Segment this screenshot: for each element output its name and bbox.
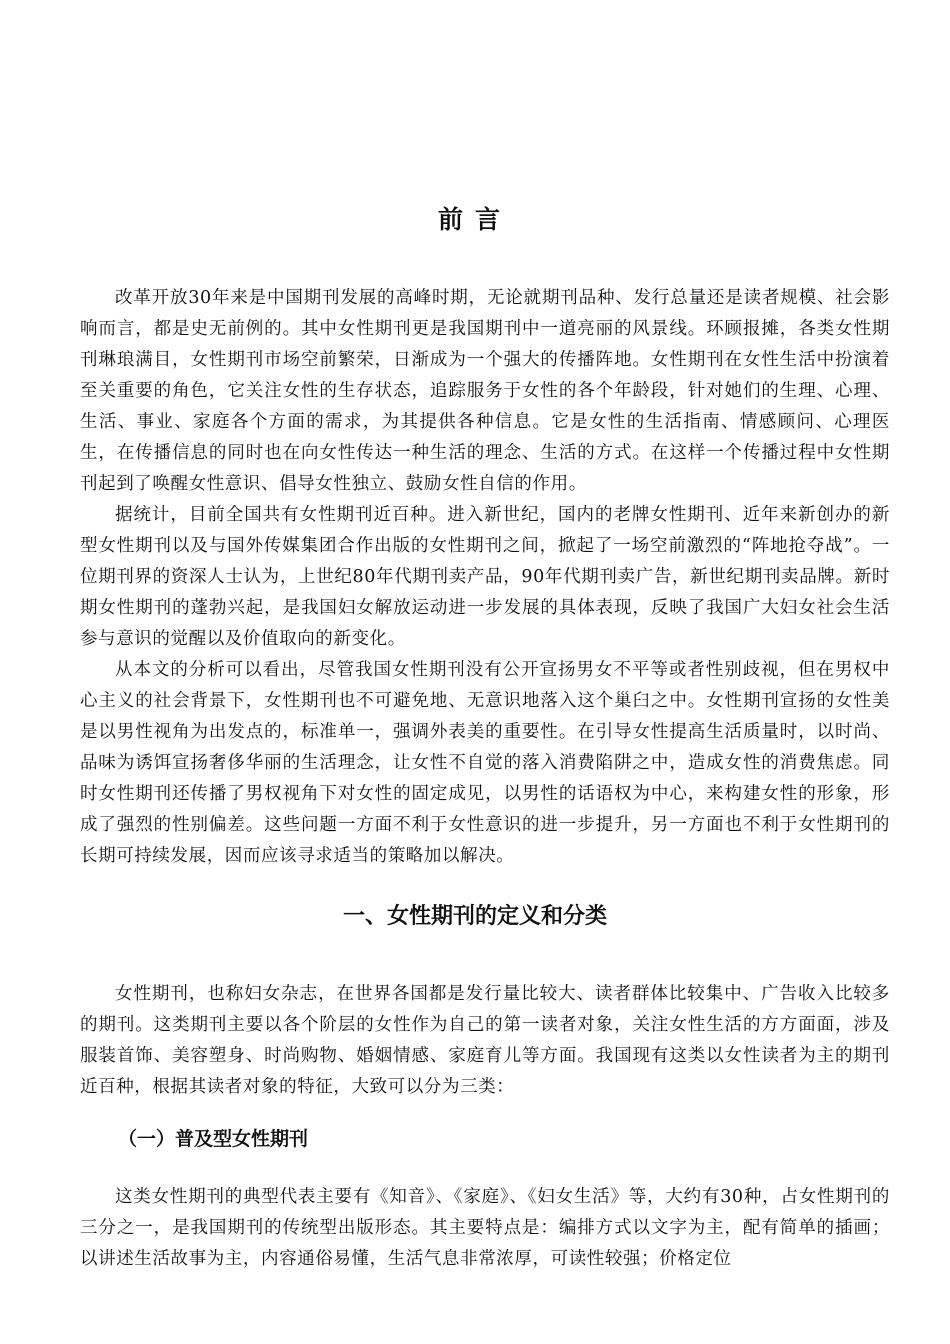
section-1-paragraph: 女性期刊，也称妇女杂志，在世界各国都是发行量比较大、读者群体比较集中、广告收入比较多的期刊。这类期刊主要以各个阶层的女性作为自己的第一读者对象，关注女性生活的方方面面，涉及服装首饰、美容塑身、时尚购物、婚姻情感、家庭育儿等方面。我国现有这类以女性读者为主的期刊近百种，根据其读者对象的特征，大致可以分为三类： [80,984,890,1097]
preface-body [80,283,890,872]
subsection-1-paragraph: 这类女性期刊的典型代表主要有《知音》、《家庭》、《妇女生活》等，大约有30种，占女性期刊的三分之一，是我国期刊的传统型出版形态。其主要特点是：编排方式以文字为主，配有简单的插画；以讲述生活故事为主，内容通俗易懂，生活气息非常浓厚，可读性较强；价格定位 [80,1187,890,1269]
preface-paragraph-1: 改革开放30年来是中国期刊发展的高峰时期，无论就期刊品种、发行总量还是读者规模、社会影响而言，都是史无前例的。其中女性期刊更是我国期刊中一道亮丽的风景线。环顾报摊，各类女性期刊琳琅满目，女性期刊市场空前繁荣，日渐成为一个强大的传播阵地。女性期刊在女性生活中扮演着至关重要的角色，它关注女性的生存状态，追踪服务于女性的各个年龄段，针对她们的生理、心理、生活、事业、家庭各个方面的需求，为其提供各种信息。它是女性的生活指南、情感顾问、心理医生，在传播信息的同时也在向女性传达一种生活的理念、生活的方式。在这样一个传播过程中女性期刊起到了唤醒女性意识、倡导女性独立、鼓励女性自信的作用。 [80,288,890,494]
subsection-1-title: （一）普及型女性期刊 [118,1128,309,1150]
section-1-title: 一、女性期刊的定义和分类 [342,904,607,929]
preface-paragraph-2: 据统计，目前全国共有女性期刊近百种。进入新世纪，国内的老牌女性期刊、近年来新创办的新型女性期刊以及与国外传媒集团合作出版的女性期刊之间，掀起了一场空前激烈的“阵地抢夺战”。一位期刊界的资深人士认为，上世纪80年代期刊卖产品，90年代期刊卖广告，新世纪期刊卖品牌。新时期女性期刊的蓬勃兴起，是我国妇女解放运动进一步发展的具体表现，反映了我国广大妇女社会生活参与意识的觉醒以及价值取向的新变化。 [80,505,890,649]
subsection-1-body [80,1182,890,1275]
preface-paragraph-3: 从本文的分析可以看出，尽管我国女性期刊没有公开宣扬男女不平等或者性别歧视，但在男权中心主义的社会背景下，女性期刊也不可避免地、无意识地落入这个巢臼之中。女性期刊宣扬的女性美是以男性视角为出发点的，标准单一，强调外表美的重要性。在引导女性提高生活质量时，以时尚、品味为诱饵宣扬奢侈华丽的生活理念，让女性不自觉的落入消费陷阱之中，造成女性的消费焦虑。同时女性期刊还传播了男权视角下对女性的固定成见，以男性的话语权为中心，来构建女性的形象，形成了强烈的性别偏差。这些问题一方面不利于女性意识的进一步提升，另一方面也不利于女性期刊的长期可持续发展，因而应该寻求适当的策略加以解决。 [80,660,890,866]
preface-title: 前言 [437,205,512,234]
section-1-body [80,979,890,1103]
